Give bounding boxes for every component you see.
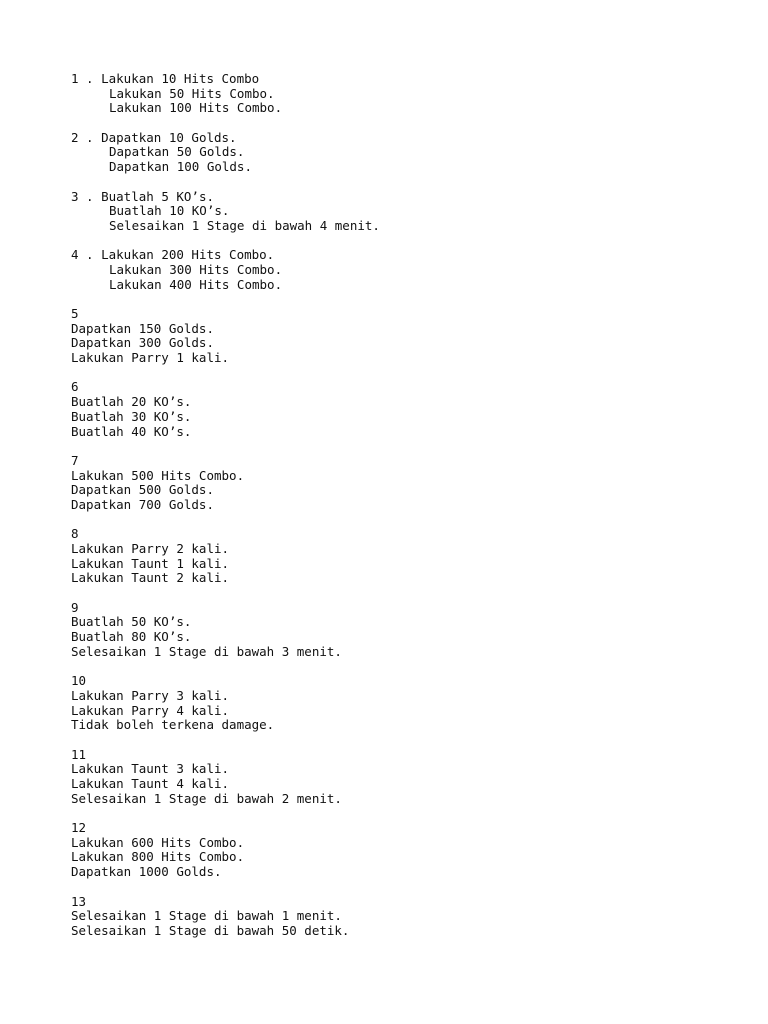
- mission-group-6: [71, 380, 731, 439]
- mission-item: Dapatkan 500 Golds.: [71, 482, 214, 498]
- mission-number: 3: [71, 188, 79, 204]
- mission-item: Buatlah 80 KO’s.: [71, 629, 192, 645]
- mission-number: 9: [71, 599, 79, 615]
- mission-item: Lakukan 800 Hits Combo.: [71, 849, 245, 865]
- mission-group-2-first-line: 2 . Dapatkan 10 Golds.: [71, 129, 237, 145]
- mission-item: Lakukan 200 Hits Combo.: [101, 247, 275, 263]
- mission-item: Buatlah 40 KO’s.: [71, 423, 192, 439]
- mission-number: 6: [71, 379, 79, 395]
- mission-item: Buatlah 10 KO’s.: [109, 203, 230, 219]
- mission-item: Lakukan Parry 4 kali.: [71, 702, 230, 718]
- mission-group-4: [71, 248, 731, 292]
- mission-item: Dapatkan 300 Golds.: [71, 335, 214, 351]
- document-page: [71, 72, 731, 953]
- mission-item: Lakukan 100 Hits Combo.: [109, 100, 283, 116]
- mission-item: Lakukan Taunt 1 kali.: [71, 555, 230, 571]
- mission-item: Dapatkan 700 Golds.: [71, 496, 214, 512]
- mission-item: Lakukan 400 Hits Combo.: [109, 276, 283, 292]
- mission-number: 8: [71, 526, 79, 542]
- mission-group-3: [71, 190, 731, 234]
- mission-number: 11: [71, 746, 87, 762]
- mission-item: Selesaikan 1 Stage di bawah 3 menit.: [71, 643, 342, 659]
- mission-group-1-first-line: 1 . Lakukan 10 Hits Combo: [71, 71, 260, 86]
- mission-number: 7: [71, 452, 79, 468]
- mission-item: Buatlah 50 KO’s.: [71, 614, 192, 630]
- mission-item: Lakukan Parry 3 kali.: [71, 687, 230, 703]
- mission-group-4-first-line: 4 . Lakukan 200 Hits Combo.: [71, 247, 275, 263]
- mission-group-5: [71, 307, 731, 366]
- mission-group-3-first-line: 3 . Buatlah 5 KO’s.: [71, 188, 214, 204]
- mission-item: Dapatkan 150 Golds.: [71, 320, 214, 336]
- mission-group-12: [71, 821, 731, 880]
- mission-item: Dapatkan 1000 Golds.: [71, 864, 222, 880]
- mission-item: Dapatkan 10 Golds.: [101, 129, 237, 145]
- mission-item: Lakukan Parry 1 kali.: [71, 350, 230, 366]
- mission-item: Lakukan 500 Hits Combo.: [71, 467, 245, 483]
- mission-group-11: [71, 748, 731, 807]
- mission-item: Lakukan Taunt 2 kali.: [71, 570, 230, 586]
- mission-item: Lakukan Taunt 4 kali.: [71, 776, 230, 791]
- mission-item: Lakukan 50 Hits Combo.: [109, 85, 275, 101]
- mission-number: 4: [71, 247, 79, 263]
- mission-group-8: [71, 527, 731, 586]
- mission-item: Selesaikan 1 Stage di bawah 2 menit.: [71, 790, 342, 806]
- mission-item: Lakukan 300 Hits Combo.: [109, 261, 283, 277]
- mission-item: Selesaikan 1 Stage di bawah 4 menit.: [109, 217, 380, 233]
- mission-item: Selesaikan 1 Stage di bawah 50 detik.: [71, 922, 350, 938]
- mission-group-10: [71, 674, 731, 733]
- mission-item: Selesaikan 1 Stage di bawah 1 menit.: [71, 908, 342, 924]
- mission-number: 12: [71, 820, 87, 836]
- mission-group-9: [71, 601, 731, 660]
- mission-item: Buatlah 30 KO’s.: [71, 408, 192, 424]
- mission-number: 1: [71, 71, 79, 86]
- mission-item: Dapatkan 50 Golds.: [109, 144, 245, 160]
- mission-number: 5: [71, 306, 79, 321]
- mission-item: Lakukan 600 Hits Combo.: [71, 834, 245, 850]
- mission-number: 13: [71, 893, 87, 909]
- mission-item: Lakukan 10 Hits Combo: [101, 71, 260, 86]
- mission-item: Tidak boleh terkena damage.: [71, 717, 275, 733]
- mission-group-1: [71, 72, 731, 116]
- mission-group-13: [71, 895, 731, 939]
- mission-item: Buatlah 5 KO’s.: [101, 188, 214, 204]
- mission-group-2: [71, 131, 731, 175]
- mission-item: Buatlah 20 KO’s.: [71, 394, 192, 410]
- mission-number: 2: [71, 129, 79, 145]
- mission-group-7: [71, 454, 731, 513]
- mission-item: Lakukan Taunt 3 kali.: [71, 761, 230, 777]
- mission-item: Dapatkan 100 Golds.: [109, 159, 252, 175]
- mission-number: 10: [71, 673, 87, 689]
- mission-item: Lakukan Parry 2 kali.: [71, 541, 230, 556]
